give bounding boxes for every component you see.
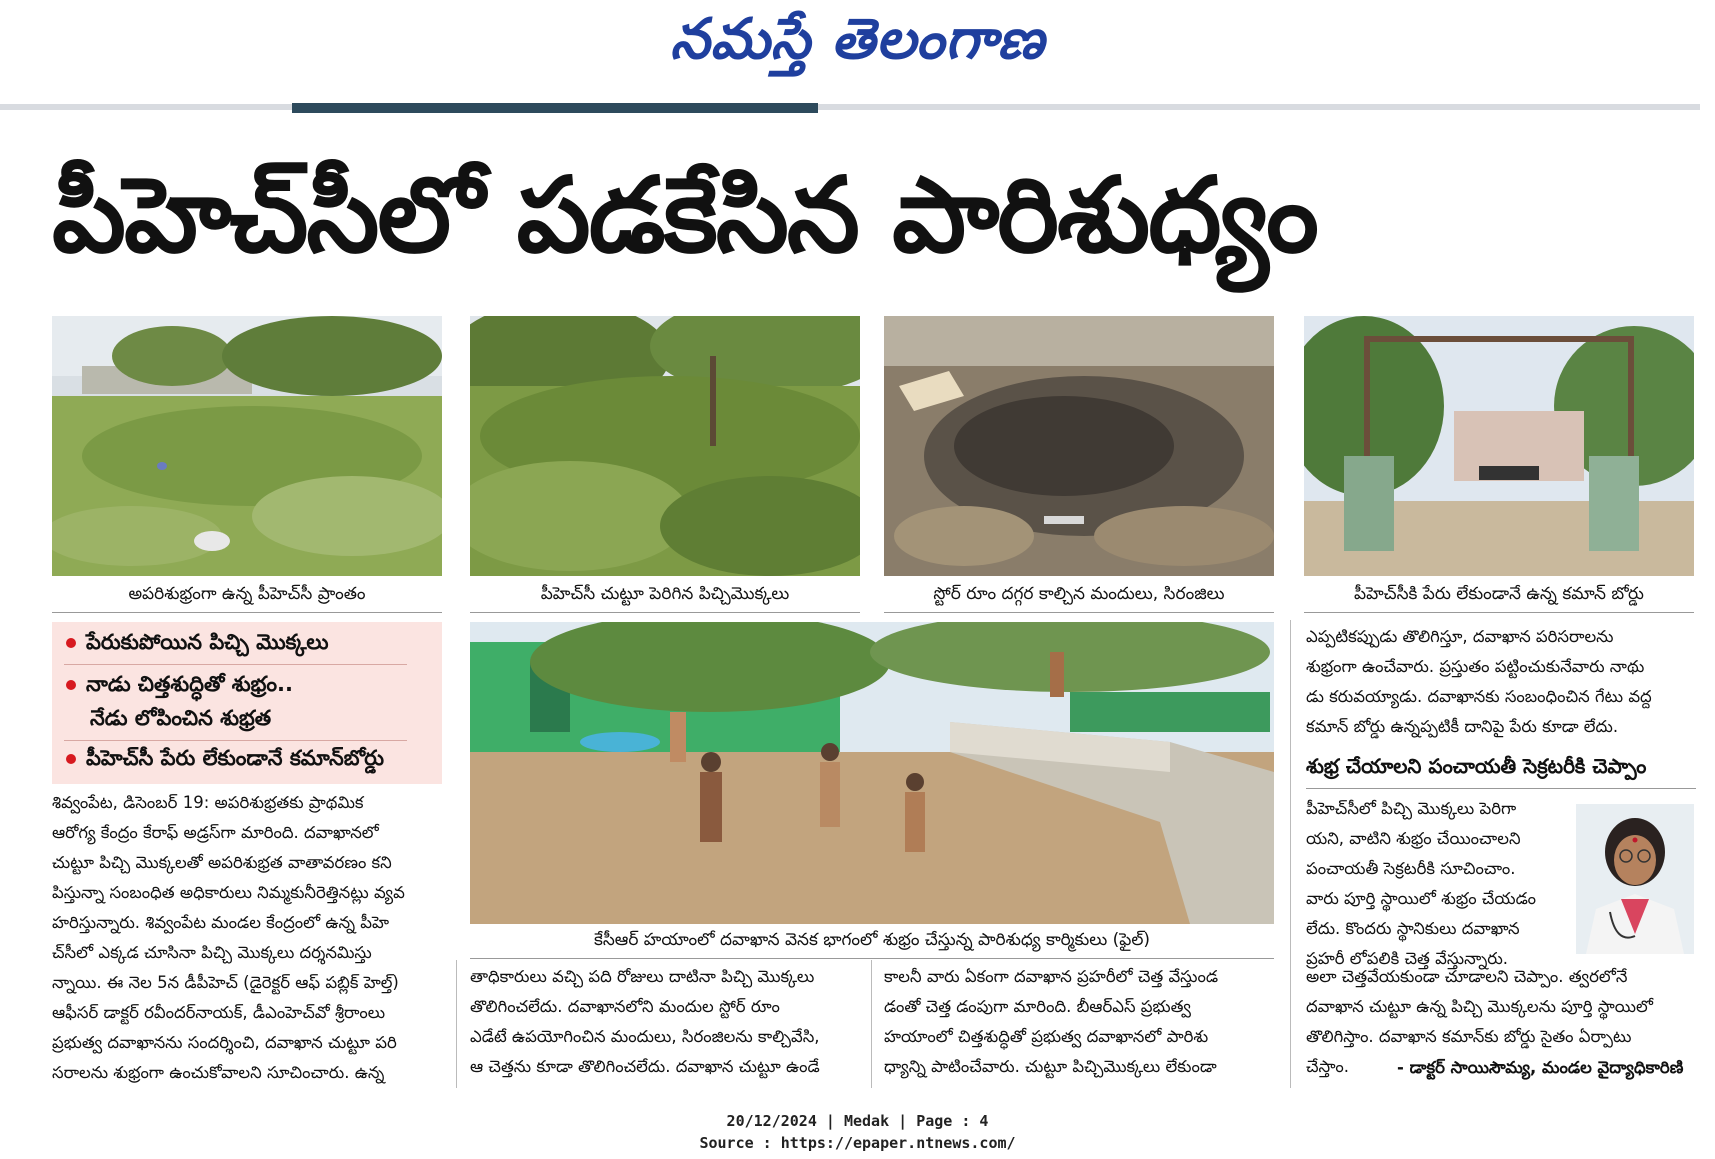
text-line: ఆరోగ్య కేంద్రం కేరాఫ్ అడ్రస్‌గా మారింది. దవాఖానలో <box>52 823 379 842</box>
text-line: అలా చెత్తవేయకుండా చూడాలని చెప్పాం. త్వరలోనే <box>1306 967 1628 986</box>
text-line: తొలిగిస్తాం. దవాఖాన కమాన్‌కు బోర్డు సైతం ఏర్పాటు <box>1306 1027 1632 1046</box>
caption-rule <box>1304 612 1694 613</box>
text-line: ఎడేటే ఉపయోగించిన మందులు, సిరంజిలను కాల్చివేసి, <box>470 1027 820 1046</box>
text-line: కాలనీ వారు ఏకంగా దవాఖాన ప్రహరీలో చెత్త వేస్తుండ <box>884 967 1219 986</box>
footer-source-line: Source : https://epaper.ntnews.com/ <box>699 1134 1016 1152</box>
text-line: యని, వాటిని శుభ్రం చేయించాలని <box>1306 829 1521 848</box>
photo-caption: స్టోర్ రూం దగ్గర కాల్చిన మందులు, సిరంజిలు <box>933 584 1225 604</box>
photo-caption: కేసీఆర్ హయాంలో దవాఖాన వెనక భాగంలో శుభ్రం చేస్తున్న పారిశుధ్య కార్మికులు (ఫైల్) <box>593 930 1151 950</box>
masthead-accent-rule <box>292 103 818 113</box>
highlight-divider <box>64 740 407 741</box>
text-line: తాధికారులు వచ్చి పది రోజులు దాటినా పిచ్చి మొక్కలు <box>470 967 815 986</box>
photo-caption: పీహెచ్‌సీ చుట్టూ పెరిగిన పిచ్చిమొక్కలు <box>540 584 790 604</box>
text-line: న్నాయి. ఈ నెల 5న డీపీహెచ్ (డైరెక్టర్ ఆఫ్ పబ్లిక్ హెల్త్) <box>52 973 399 992</box>
text-line: పంచాయతీ సెక్రటరీకి సూచించాం. <box>1306 859 1516 878</box>
footer-date-line: 20/12/2024 | Medak | Page : 4 <box>726 1112 989 1130</box>
text-line: ఎప్పటికప్పుడు తొలిగిస్తూ, దవాఖాన పరిసరాలను <box>1306 627 1614 646</box>
article-column-3 <box>884 962 1274 1082</box>
newspaper-logo: నమస్తే తెలంగాణ <box>670 6 1045 72</box>
text-line: ప్రహరీ లోపలికి చెత్త వేస్తున్నారు. <box>1306 949 1509 968</box>
photo-phc-area <box>52 316 442 576</box>
text-line: ధ్యాన్ని పాటించేవారు. చుట్టూ పిచ్చిమొక్కలు లేకుండా <box>884 1057 1217 1076</box>
masthead <box>0 0 1715 100</box>
text-line: హరిస్తున్నారు. శివ్వంపేట మండల కేంద్రంలో ఉన్న పీహె <box>52 913 390 932</box>
text-line: డంతో చెత్త డంపుగా మారింది. బీఆర్‌ఎస్ ప్రభుత్వ <box>884 997 1191 1016</box>
text-line: కమాన్ బోర్డు ఉన్నప్పటికీ దానిపై పేరు కూడా లేదు. <box>1306 717 1619 736</box>
column-divider <box>1290 620 1291 1088</box>
text-line: హయాంలో చిత్తశుద్ధితో ప్రభుత్వ దవాఖానలో పారిశు <box>884 1027 1209 1046</box>
highlight-item: నాడు చిత్తశుద్ధితో శుభ్రం.. <box>66 672 293 702</box>
doctor-signature-line: - డాక్టర్ సాయిసౌమ్య, మండల వైద్యాధికారిణి <box>1397 1058 1684 1077</box>
highlight-item: పేరుకుపోయిన పిచ్చి మొక్కలు <box>66 630 329 660</box>
text-line: సరాలను శుభ్రంగా ఉంచుకోవాలని సూచించారు. ఉన్న <box>52 1063 385 1082</box>
highlight-item: పీహెచ్‌సీ పేరు లేకుండానే కమాన్‌బోర్డు <box>66 746 384 776</box>
text-line: చ్‌సీలో ఎక్కడ చూసినా పిచ్చి మొక్కలు దర్శనమిస్తు <box>52 943 372 962</box>
bullet-icon <box>66 754 76 764</box>
photo-kaman-board <box>1304 316 1694 576</box>
text-line: తొలిగించలేదు. దవాఖానలోని మందుల స్టోర్ రూం <box>470 997 780 1016</box>
photo-burnt-medicines <box>884 316 1274 576</box>
photo-caption: పీహెచ్‌సీకి పేరు లేకుండానే ఉన్న కమాన్ బోర్డు <box>1354 584 1644 604</box>
text-line: శుభ్రంగా ఉంచేవారు. ప్రస్తుతం పట్టించుకునేవారు నాథు <box>1306 657 1645 676</box>
bullet-icon <box>66 680 76 690</box>
article-column-2 <box>470 962 860 1082</box>
doctor-portrait <box>1576 804 1694 954</box>
quote-subheading: శుభ్ర చేయాలని పంచాయతీ సెక్రటరీకి చెప్పాం <box>1306 754 1647 778</box>
column-divider <box>871 960 872 1088</box>
highlight-divider <box>64 664 407 665</box>
highlight-subitem: నేడు లోపించిన శుభ్రత <box>90 706 272 730</box>
text-line: పిస్తున్నా సంబంధిత అధికారులు నిమ్మకునీరెత్తినట్లు వ్యవ <box>52 883 405 902</box>
text-line: చుట్టూ పిచ్చి మొక్కలతో అపరిశుభ్రత వాతావరణం కని <box>52 853 392 872</box>
text-line: పీహెచ్‌సీలో పిచ్చి మొక్కలు పెరిగా <box>1306 799 1517 818</box>
article-headline: పీహెచ్‌సీలో పడకేసిన పారిశుధ్యం <box>52 154 1317 276</box>
bullet-icon <box>66 638 76 648</box>
subhead-rule <box>1306 788 1696 789</box>
text-line: దవాఖాన చుట్టూ ఉన్న పిచ్చి మొక్కలను పూర్తి స్థాయిలో <box>1306 997 1653 1016</box>
text-line: చేస్తాం. <box>1306 1057 1349 1076</box>
text-line: వారు పూర్తి స్థాయిలో శుభ్రం చేయడం <box>1306 889 1536 908</box>
caption-rule <box>52 612 442 613</box>
text-line: లేదు. కొందరు స్థానికులు దవాఖాన <box>1306 919 1520 938</box>
caption-rule <box>884 612 1274 613</box>
caption-rule <box>470 958 1274 959</box>
quote-text <box>1306 794 1568 974</box>
text-line: శివ్వంపేట, డిసెంబర్ 19: అపరిశుభ్రతకు ప్రాథమిక <box>52 793 364 812</box>
photo-sanitation-workers <box>470 622 1274 924</box>
text-line: ప్రభుత్వ దవాఖానను సందర్శించి, దవాఖాన చుట్టూ పరి <box>52 1033 397 1052</box>
column-divider <box>456 960 457 1088</box>
caption-rule <box>470 612 860 613</box>
text-line: ఆ చెత్తను కూడా తొలిగించలేదు. దవాఖాన చుట్టూ ఉండే <box>470 1057 820 1076</box>
article-column-4 <box>1306 622 1696 742</box>
photo-overgrown-plants <box>470 316 860 576</box>
text-line: డు కరువయ్యాడు. దవాఖానకు సంబంధించిన గేటు వద్ద <box>1306 687 1652 706</box>
photo-caption: అపరిశుభ్రంగా ఉన్న పీహెచ్‌సీ ప్రాంతం <box>128 584 366 604</box>
text-line: ఆఫీసర్ డాక్టర్ రవీందర్‌నాయక్, డీఎంహెచ్‌వో శ్రీరాంలు <box>52 1003 386 1022</box>
article-column-1 <box>52 788 442 1088</box>
highlights-box <box>52 622 442 784</box>
masthead-rule <box>0 104 1700 110</box>
